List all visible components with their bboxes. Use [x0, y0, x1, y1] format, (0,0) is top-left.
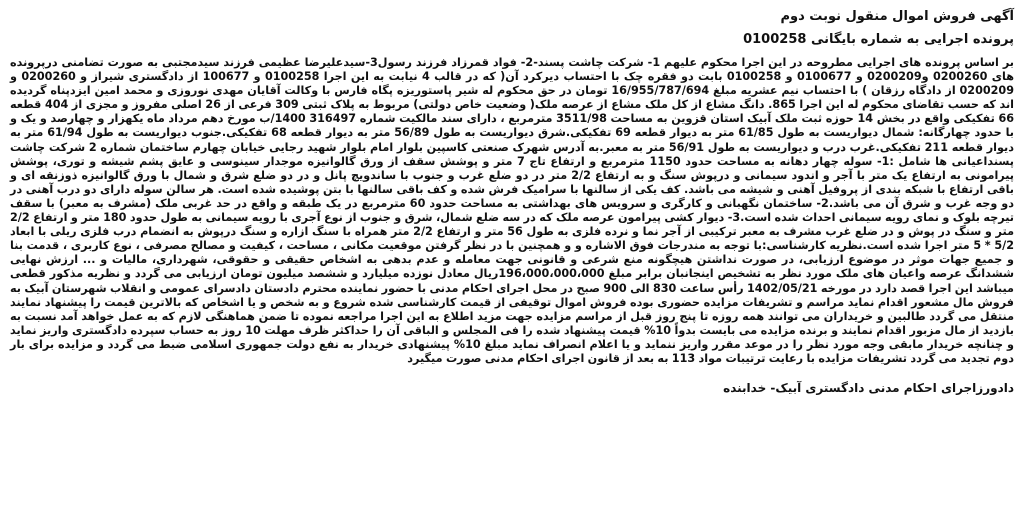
- file-number-line: پرونده اجرایی به شماره بایگانی 0100258: [743, 32, 1014, 47]
- notice-title: آگهی فروش اموال منقول نوبت دوم: [780, 9, 1014, 24]
- notice-body: بر اساس پرونده های اجرایی مطروحه در این اجرا محکوم علیهم 1- شرکت چاشت پسند-2- فواد قمرزاد فرزند رسول3-سیدعلیرضا عظیمی فرزند سیدمجتبی به صورت تضامنی درپرونده های 0200260 و0200209 و 0100677 و 0100258 بابت دو فقره چک با احتساب دیرکرد آن( که در قالب 4 نیابت به این اجرا 0100258 و 100677 از دادگستری شیراز و 0200260 و 0200209 از دادگاه رزقان ) با احتساب نیم عشریه مبلغ 16/955/787/694 تومان در حق محکوم له شیر پاستوریزه پگاه فارس با وکالت آقایان مهدی نوروزی و محمد امین ایزدپناه گردیده اند که حسب تقاضای محکوم له این اجرا 865. دانگ مشاع از کل ملک مشاع از عرصه ملک( وضعیت خاص دولتی) مربوط به پلاک ثبتی 309 فرعی از 26 اصلی مفروز و مجزی از 404 قطعه 66 تفکیکی واقع در بخش 14 حوزه ثبت ملک آبیک استان قزوین به مساحت 3511/98 مترمربع ، دارای سند مالکیت شماره 316497 1400/ب مورخ دهم مرداد ماه یکهزار و چهارصد و یک و با حدود چهارگانه: شمال دیواریست به طول 61/85 متر به دیوار قطعه 69 تفکیکی.شرق دیواریست به طول 56/89 متر به دیوار قطعه 68 تفکیکی.جنوب دیواریست به طول 61/94 متر به دیوار قطعه 211 تفکیکی.غرب درب و دیواریست به طول 56/91 متر به معبر.به آدرس شهرک صنعتی کاسپین بلوار امام بلوار شهید رجایی خیابان چهارم ساختمان شماره 2 شرکت چاشت پسنداعیانی ها شامل :1- سوله چهار دهانه به مساحت حدود 1150 مترمربع و ارتفاع تاج 7 متر و پوشش سقف از ورق گالوانیزه موجدار سینوسی و عایق پشم شیشه و توری، پوشش پیرامونی به ارتفاع یک متر با آجر و اندود سیمانی و درپوش سنگ و به ارتفاع 2/2 متر در دو ضلع غرب و جنوب با ساندویچ پانل و در دو ضلع شرق و شمال با ورق گالوانیزه ذوزنقه ای و باقی ارتفاع با شبکه بندی از پروفیل آهنی و شیشه می باشد. کف یکی از سالنها با سرامیک فرش شده و کف باقی سالنها با بتن پوشیده شده است. هر سالن سوله دارای دو درب آهنی در دو وجه غرب و شرق آن می باشد.2- ساختمان نگهبانی و کارگری و سرویس های بهداشتی به مساحت حدود 60 مترمربع در یک طبقه و واقع در حد غربی ملک (مشرف به معبر) با سقف تیرچه بلوک و نمای رویه سیمانی احداث شده است.3- دیوار کشی پیرامون عرصه ملک که در سه ضلع شمال، شرق و جنوب از نوع آجری با رویه سیمانی به طول حدود 180 متر و ارتفاع 2/2 متر و سنگ در پوش و در ضلع غرب مشرف به معبر ترکیبی از آجر نما و نرده فلزی به طول 56 متر و ارتفاع 2/2 متر همراه با سنگ ازاره و سنگ درپوش به انضمام درب فلزی ریلی با ابعاد 5/2 * 5 متر اجرا شده است.نظریه کارشناسی:با توجه به مندرجات فوق الاشاره و و همچنین با در نظر گرفتن موقعیت مکانی ، مساحت ، کیفیت و مصالح مصرفی ، نوع کاربری ، قدمت بنا و جمیع جهات موثر در موضوع ارزیابی، در صورت نداشتن هیچگونه منع شرعی و قانونی جهت معامله و عدم بدهی به اشخاص حقیقی و حقوقی، شهرداری، مالیات و ... ارزش نهایی ششدانگ عرصه واعیان های ملک مورد نظر به تشخیص اینجانبان برابر مبلغ 196،000،000،000ریال معادل نوزده میلیارد و ششصد میلیون تومان ارزیابی می گردد و نظریه مذکور قطعی میباشد این اجرا قصد دارد در مورخه 1402/05/21 رأس ساعت 830 الی 900 صبح در محل اجرای احکام مدنی با حضور نماینده محترم دادستان دادسرای عمومی و انقلاب شهرستان آبیک به فروش مال مشعور اقدام نماید مراسم و تشریفات مزایده حضوری بوده فروش اموال توقیفی از قیمت کارشناسی شده شروع و به شخص و یا اشخاص که بالاترین قیمت را پیشنهاد نمایند منتقل می گردد طالبین و خریداران می توانند همه روزه تا پنج روز قبل از مراسم مزایده جهت مزید اطلاع به این اجرا مراجعه نموده تا ضمن هماهنگی لازم که به عمل خواهد آمد نسبت به بازدید از مال مزبور اقدام نمایند و برنده مزایده می بایست بدواً 10% قیمت پیشنهاد شده را فی المجلس و الباقی آن را حداکثر ظرف مهلت 10 روز به حساب سپرده دادگستری واریز نماید و چنانچه خریدار مابقی وجه مورد نظر را در موعد مقرر واریز ننماید و یا اعلام انصراف نماید مبلغ 10% پیشنهادی خریدار به نفع دولت جمهوری اسلامی ضبط می گردد و مزایده برای بار دوم تجدید می گردد تشریفات مزایده با رعایت ترتیبات مواد 113 به بعد از قانون اجرای احکام مدنی صورت میگیرد: [10, 56, 1015, 365]
- notice-signature: دادورزاجرای احکام مدنی دادگستری آبیک- خدابنده: [723, 381, 1014, 396]
